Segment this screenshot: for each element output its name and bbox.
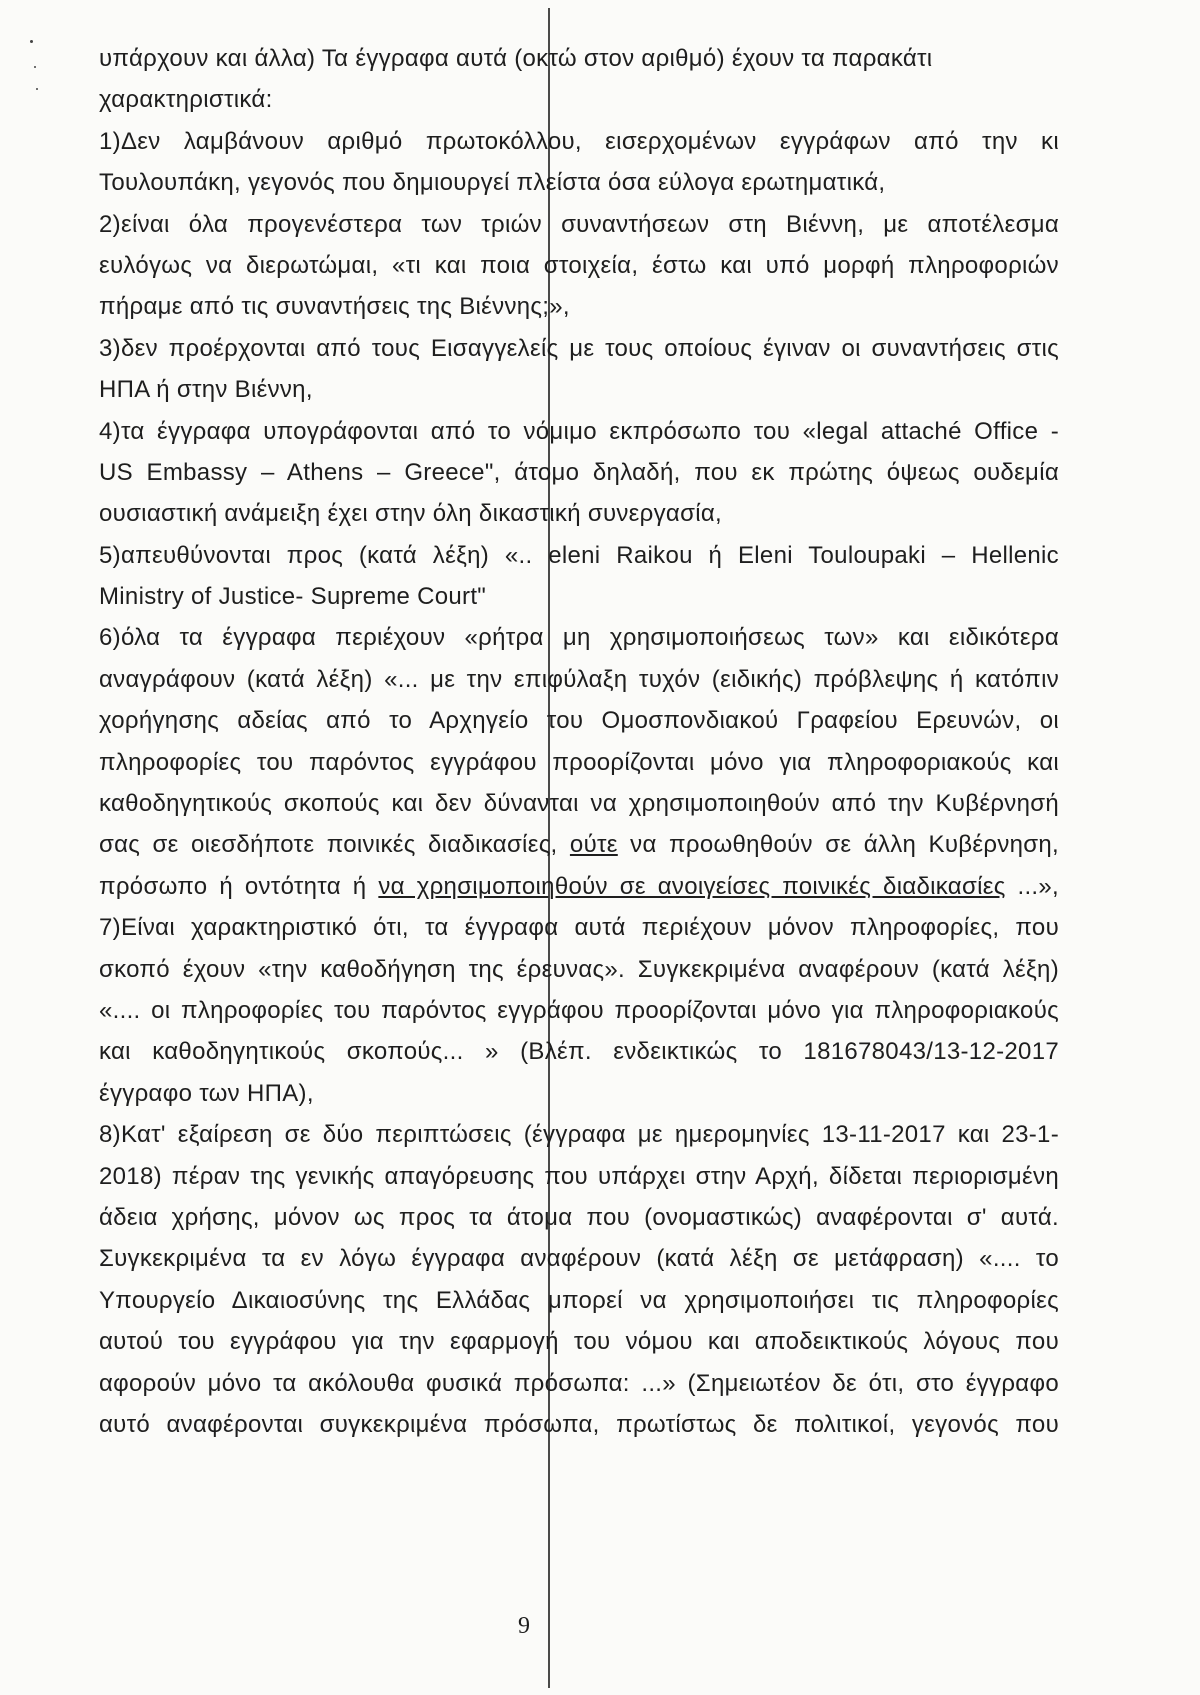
text-line: πήραμε από τις συναντήσεις της Βιέννης;», [99, 293, 570, 321]
text-line: 5)απευθύνονται προς (κατά λέξη) «.. eleni Raikou ή Eleni Touloupaki – Hellenic [99, 541, 1059, 569]
text-line: αφορούν μόνο τα ακόλουθα φυσικά πρόσωπα: ...» (Σημειωτέον δε ότι, στο έγγραφο [99, 1369, 1059, 1397]
text-line: «.... οι πληροφορίες του παρόντος εγγράφου προορίζονται μόνο για πληροφοριακούς [99, 996, 1059, 1024]
text-line: 6)όλα τα έγγραφα περιέχουν «ρήτρα μη χρησιμοποιήσεως των» και ειδικότερα [99, 624, 1059, 652]
text-line: άδεια χρήσης, μόνον ως προς τα άτομα που (ονομαστικώς) αναφέρονται σ' αυτά. [99, 1203, 1059, 1231]
underlined-phrase: ούτε [569, 831, 618, 859]
text-line: 2)είναι όλα προγενέστερα των τριών συναντήσεων στη Βιέννη, με αποτέλεσμα [99, 210, 1059, 238]
text-line: καθοδηγητικούς σκοπούς και δεν δύνανται να χρησιμοποιηθούν από την Κυβέρνησή [99, 790, 1059, 818]
text-line: 7)Είναι χαρακτηριστικό ότι, τα έγγραφα αυτά περιέχουν μόνον πληροφορίες, που [99, 914, 1059, 942]
text-line: σας σε οιεσδήποτε ποινικές διαδικασίες, ούτε να προωθηθούν σε άλλη Κυβέρνηση, [99, 831, 1059, 859]
text-line: US Embassy – Athens – Greece", άτομο δηλαδή, που εκ πρώτης όψεως ουδεμία [99, 458, 1059, 486]
text-line: Συγκεκριμένα τα εν λόγω έγγραφα αναφέρουν (κατά λέξη σε μετάφραση) «.... το [99, 1245, 1059, 1273]
text-line: ουσιαστική ανάμειξη έχει στην όλη δικαστική συνεργασία, [99, 500, 722, 528]
text-line: 3)δεν προέρχονται από τους Εισαγγελείς με τους οποίους έγιναν οι συναντήσεις στις [99, 334, 1059, 362]
text-line: 2018) πέραν της γενικής απαγόρευσης που υπάρχει στην Αρχή, δίδεται περιορισμένη [99, 1162, 1059, 1190]
text-line: ΗΠΑ ή στην Βιέννη, [99, 376, 313, 404]
text-line: 8)Κατ' εξαίρεση σε δύο περιπτώσεις (έγγραφα με ημερομηνίες 13-11-2017 και 23-1- [99, 1121, 1059, 1149]
text-line: 4)τα έγγραφα υπογράφονται από το νόμιμο εκπρόσωπο του «legal attaché Office - [99, 417, 1059, 445]
document-body [99, 38, 1059, 1445]
text-line: υπάρχουν και άλλα) Τα έγγραφα αυτά (οκτώ στον αριθμό) έχουν τα παρακάτι [99, 45, 933, 72]
text-line: αυτό αναφέρονται συγκεκριμένα πρόσωπα, πρωτίστως δε πολιτικοί, γεγονός που [99, 1410, 1059, 1438]
text-line: πληροφορίες του παρόντος εγγράφου προορίζονται μόνο για πληροφοριακούς και [99, 748, 1059, 776]
text-line: ευλόγως να διερωτώμαι, «τι και ποια στοιχεία, έστω και υπό μορφή πληροφοριών [99, 251, 1059, 279]
page-number: 9 [518, 1613, 530, 1639]
text-line: πρόσωπο ή οντότητα ή να χρησιμοποιηθούν σε ανοιγείσες ποινικές διαδικασίες ...», [99, 872, 1059, 900]
text-line: αυτού του εγγράφου για την εφαρμογή του νόμου και αποδεικτικούς λόγους που [99, 1328, 1059, 1356]
text-line: 1)Δεν λαμβάνουν αριθμό πρωτοκόλλου, εισερχομένων εγγράφων από την κι [99, 127, 1059, 155]
underlined-phrase: να χρησιμοποιηθούν σε ανοιγείσες ποινικές διαδικασίες [378, 872, 1006, 900]
scan-speck [30, 40, 33, 43]
scan-speck [36, 88, 38, 90]
text-line: χορήγησης αδείας από το Αρχηγείο του Ομοσπονδιακού Γραφείου Ερευνών, οι [99, 707, 1059, 735]
text-line: Υπουργείο Δικαιοσύνης της Ελλάδας μπορεί να χρησιμοποιήσει τις πληροφορίες [99, 1286, 1059, 1314]
text-line: και καθοδηγητικούς σκοπούς... » (Βλέπ. ενδεικτικώς το 181678043/13-12-2017 [99, 1038, 1059, 1066]
text-line: έγγραφο των ΗΠΑ), [99, 1079, 314, 1107]
scan-speck [34, 66, 36, 68]
text-line: αναγράφουν (κατά λέξη) «... με την επιφύλαξη τυχόν (ειδικής) πρόβλεψης ή κατόπιν [99, 665, 1059, 693]
text-line: σκοπό έχουν «την καθοδήγηση της έρευνας». Συγκεκριμένα αναφέρουν (κατά λέξη) [99, 955, 1059, 983]
text-line: Τουλουπάκη, γεγονός που δημιουργεί πλείστα όσα εύλογα ερωτηματικά, [99, 169, 886, 197]
text-line: χαρακτηριστικά: [99, 86, 273, 114]
text-line: Ministry of Justice- Supreme Court" [99, 583, 487, 611]
